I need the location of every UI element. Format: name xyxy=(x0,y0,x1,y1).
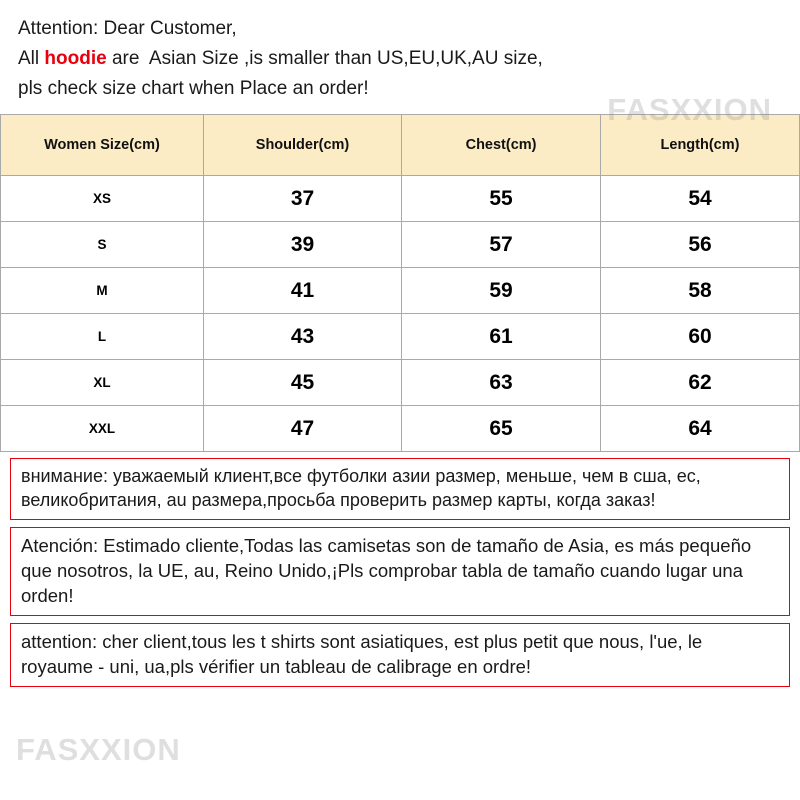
watermark-bottom: FASXXION xyxy=(16,732,181,767)
cell-length: 58 xyxy=(601,268,800,314)
notice-line-2-after: are Asian Size ,is smaller than US,EU,UK,AU size, xyxy=(106,48,543,69)
cell-chest: 57 xyxy=(402,222,601,268)
notice-line-2-before: All xyxy=(18,48,45,69)
cell-length: 64 xyxy=(601,406,800,452)
table-row xyxy=(1,268,800,314)
cell-length: 60 xyxy=(601,314,800,360)
cell-length: 56 xyxy=(601,222,800,268)
table-row xyxy=(1,314,800,360)
notice-box-russian xyxy=(10,458,790,520)
size-chart-body xyxy=(1,176,800,452)
cell-length: 62 xyxy=(601,360,800,406)
column-header-length: Length(cm) xyxy=(601,115,800,176)
notice-text-french: attention: cher client,tous les t shirts sont asiatiques, est plus petit que nous, l'ue, le royaume - uni, ua,pls vérifier un tableau de calibrage en ordre! xyxy=(21,631,703,677)
notice-line-2 xyxy=(18,44,782,74)
cell-shoulder: 47 xyxy=(203,406,401,452)
cell-size: S xyxy=(1,222,204,268)
column-header-size: Women Size(cm) xyxy=(1,115,204,176)
table-header-row xyxy=(1,115,800,176)
cell-size: M xyxy=(1,268,204,314)
table-row xyxy=(1,406,800,452)
translated-notices xyxy=(0,452,800,687)
cell-shoulder: 37 xyxy=(203,176,401,222)
cell-chest: 65 xyxy=(402,406,601,452)
table-row xyxy=(1,222,800,268)
notice-line-3: pls check size chart when Place an order! xyxy=(18,78,369,99)
table-row xyxy=(1,176,800,222)
notice-box-spanish xyxy=(10,527,790,616)
cell-chest: 59 xyxy=(402,268,601,314)
column-header-shoulder: Shoulder(cm) xyxy=(203,115,401,176)
notice-line-1: Attention: Dear Customer, xyxy=(18,18,237,39)
cell-size: XXL xyxy=(1,406,204,452)
cell-chest: 63 xyxy=(402,360,601,406)
cell-chest: 61 xyxy=(402,314,601,360)
cell-size: XL xyxy=(1,360,204,406)
watermark-top: FASXXION xyxy=(607,92,772,127)
cell-shoulder: 43 xyxy=(203,314,401,360)
column-header-chest: Chest(cm) xyxy=(402,115,601,176)
notice-text-spanish: Atención: Estimado cliente,Todas las camisetas son de tamaño de Asia, es más pequeño que nosotros, la UE, au, Reino Unido,¡Pls comprobar tabla de tamaño cuando lugar una orden! xyxy=(21,535,752,606)
attention-notice xyxy=(0,0,800,106)
cell-length: 54 xyxy=(601,176,800,222)
cell-shoulder: 45 xyxy=(203,360,401,406)
notice-highlight-hoodie: hoodie xyxy=(44,48,107,69)
notice-box-french xyxy=(10,623,790,687)
notice-text-russian: внимание: уважаемый клиент,все футболки азии размер, меньше, чем в сша, ес, великобритания, au размера,просьба проверить размер карты, когда заказ! xyxy=(21,466,701,510)
size-chart-table xyxy=(0,114,800,452)
cell-shoulder: 41 xyxy=(203,268,401,314)
size-chart-header xyxy=(1,115,800,176)
cell-size: L xyxy=(1,314,204,360)
table-row xyxy=(1,360,800,406)
cell-shoulder: 39 xyxy=(203,222,401,268)
cell-size: XS xyxy=(1,176,204,222)
cell-chest: 55 xyxy=(402,176,601,222)
